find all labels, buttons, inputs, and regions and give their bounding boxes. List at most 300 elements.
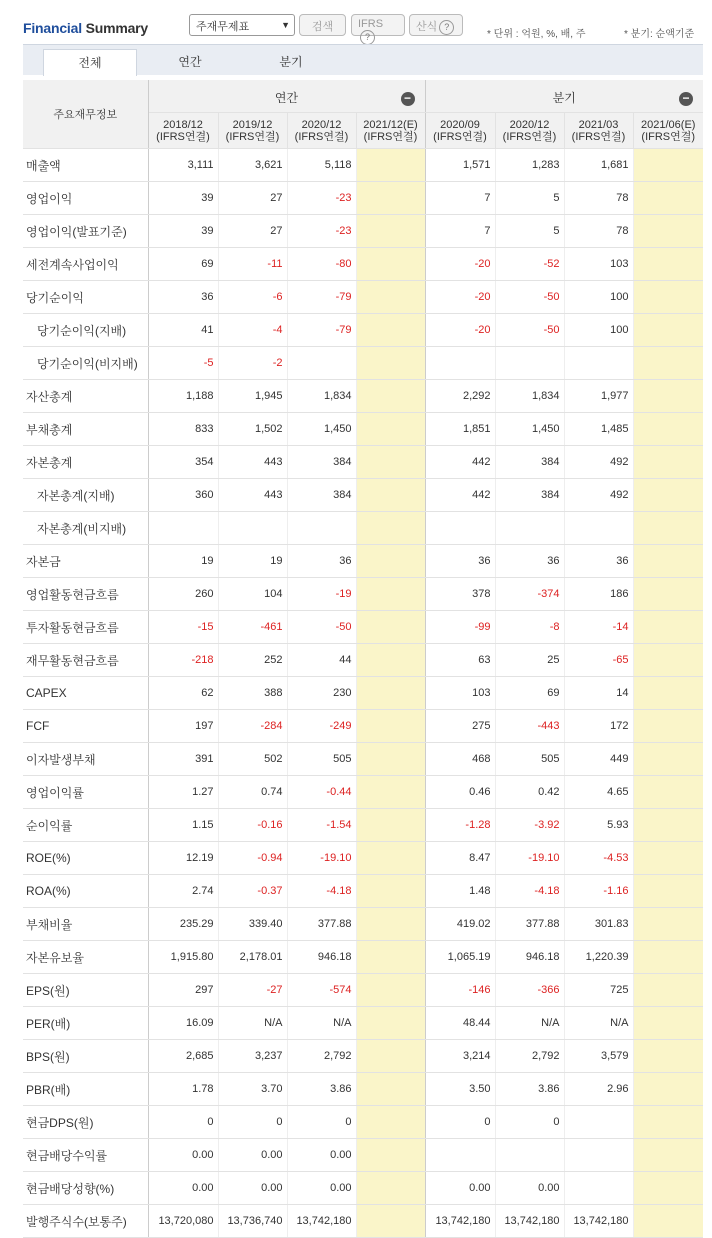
table-cell	[356, 644, 425, 677]
table-cell: 442	[425, 446, 495, 479]
table-cell: 0	[425, 1106, 495, 1139]
table-cell: 3.86	[287, 1073, 356, 1106]
table-cell: -366	[495, 974, 564, 1007]
table-cell	[633, 512, 703, 545]
table-cell	[633, 545, 703, 578]
table-cell: -0.94	[218, 842, 287, 875]
table-cell: 419.02	[425, 908, 495, 941]
table-cell: 378	[425, 578, 495, 611]
table-cell: 2.74	[148, 875, 218, 908]
table-cell: 0.00	[425, 1172, 495, 1205]
ifrs-help-button[interactable]: IFRS?	[351, 14, 405, 36]
table-cell: 13,742,180	[287, 1205, 356, 1238]
table-cell: 25	[495, 644, 564, 677]
table-row	[23, 611, 703, 644]
chevron-down-icon: ▼	[281, 20, 290, 30]
table-cell: -4.18	[287, 875, 356, 908]
table-cell	[633, 941, 703, 974]
row-label: 영업이익	[23, 182, 148, 215]
table-cell: -0.37	[218, 875, 287, 908]
table-cell: 2,178.01	[218, 941, 287, 974]
table-row	[23, 182, 703, 215]
table-cell: 1,502	[218, 413, 287, 446]
table-cell: 354	[148, 446, 218, 479]
table-cell: 833	[148, 413, 218, 446]
table-cell: 3,111	[148, 149, 218, 182]
table-cell	[564, 1139, 633, 1172]
table-cell: 1,834	[287, 380, 356, 413]
table-cell: -15	[148, 611, 218, 644]
table-cell: 1,065.19	[425, 941, 495, 974]
table-cell	[356, 479, 425, 512]
table-cell	[633, 743, 703, 776]
table-cell: 725	[564, 974, 633, 1007]
row-label: ROA(%)	[23, 875, 148, 908]
table-row	[23, 677, 703, 710]
table-cell: 48.44	[425, 1007, 495, 1040]
collapse-annual-button[interactable]: −	[401, 92, 415, 106]
row-label: 당기순이익(지배)	[23, 314, 148, 347]
table-cell: 7	[425, 182, 495, 215]
table-cell: 2,792	[495, 1040, 564, 1073]
table-cell	[356, 512, 425, 545]
search-button[interactable]: 검색	[299, 14, 346, 36]
table-cell: 443	[218, 446, 287, 479]
table-cell: 0.00	[218, 1139, 287, 1172]
row-label: 자산총계	[23, 380, 148, 413]
financial-summary-table	[23, 80, 703, 1238]
table-cell	[356, 281, 425, 314]
table-cell: -8	[495, 611, 564, 644]
table-cell	[356, 1205, 425, 1238]
table-cell	[356, 248, 425, 281]
row-label: 자본총계(비지배)	[23, 512, 148, 545]
table-cell	[633, 1205, 703, 1238]
table-cell: 3,237	[218, 1040, 287, 1073]
table-cell: -249	[287, 710, 356, 743]
table-cell: 0.42	[495, 776, 564, 809]
table-cell	[356, 1106, 425, 1139]
table-row	[23, 1205, 703, 1238]
table-cell	[564, 1106, 633, 1139]
table-row	[23, 644, 703, 677]
table-row	[23, 347, 703, 380]
table-cell: -20	[425, 314, 495, 347]
table-cell	[356, 446, 425, 479]
period-tabs	[23, 44, 703, 75]
table-cell: 252	[218, 644, 287, 677]
table-cell: -99	[425, 611, 495, 644]
table-cell: 946.18	[495, 941, 564, 974]
table-cell: 103	[564, 248, 633, 281]
table-cell: 1,945	[218, 380, 287, 413]
table-cell: 44	[287, 644, 356, 677]
table-cell: 275	[425, 710, 495, 743]
table-cell: 443	[218, 479, 287, 512]
table-cell	[564, 512, 633, 545]
table-cell	[356, 314, 425, 347]
table-cell	[564, 1172, 633, 1205]
table-cell: 3.86	[495, 1073, 564, 1106]
table-cell: 13,720,080	[148, 1205, 218, 1238]
table-cell: -0.44	[287, 776, 356, 809]
table-cell	[218, 512, 287, 545]
table-cell	[633, 809, 703, 842]
table-cell: 492	[564, 479, 633, 512]
table-cell: 1,283	[495, 149, 564, 182]
unit-note: * 단위 : 억원, %, 배, 주	[487, 29, 586, 40]
table-cell: 2,685	[148, 1040, 218, 1073]
table-cell: 442	[425, 479, 495, 512]
row-label: 자본총계	[23, 446, 148, 479]
table-row	[23, 710, 703, 743]
table-row	[23, 1106, 703, 1139]
table-cell: 260	[148, 578, 218, 611]
table-cell	[356, 413, 425, 446]
table-cell	[633, 1040, 703, 1073]
row-label: 순이익률	[23, 809, 148, 842]
table-cell: 1.27	[148, 776, 218, 809]
table-cell: 100	[564, 314, 633, 347]
table-row	[23, 248, 703, 281]
table-cell: -50	[495, 281, 564, 314]
top-toolbar	[0, 0, 712, 44]
row-label: 영업활동현금흐름	[23, 578, 148, 611]
table-row	[23, 446, 703, 479]
table-row	[23, 281, 703, 314]
table-cell	[356, 578, 425, 611]
table-cell: 360	[148, 479, 218, 512]
table-cell: 3.50	[425, 1073, 495, 1106]
table-cell: 1.15	[148, 809, 218, 842]
table-cell: 505	[287, 743, 356, 776]
table-cell: 36	[495, 545, 564, 578]
table-cell: -23	[287, 215, 356, 248]
table-cell: -443	[495, 710, 564, 743]
table-row	[23, 1040, 703, 1073]
table-cell	[356, 908, 425, 941]
table-cell: 3,621	[218, 149, 287, 182]
table-cell	[633, 1139, 703, 1172]
table-cell	[356, 974, 425, 1007]
table-cell: 339.40	[218, 908, 287, 941]
table-cell	[495, 1139, 564, 1172]
table-cell: 100	[564, 281, 633, 314]
row-label: 자본유보율	[23, 941, 148, 974]
table-cell: 377.88	[495, 908, 564, 941]
table-cell: -4.53	[564, 842, 633, 875]
table-row	[23, 149, 703, 182]
table-cell: 301.83	[564, 908, 633, 941]
row-label: 현금DPS(원)	[23, 1106, 148, 1139]
table-cell: -4.18	[495, 875, 564, 908]
table-cell: 39	[148, 215, 218, 248]
table-cell: 1,915.80	[148, 941, 218, 974]
table-row	[23, 1172, 703, 1205]
table-cell: -1.54	[287, 809, 356, 842]
table-cell: 449	[564, 743, 633, 776]
question-icon: ?	[360, 30, 375, 45]
table-cell	[633, 644, 703, 677]
table-cell	[356, 875, 425, 908]
table-cell: 0	[218, 1106, 287, 1139]
tab-all[interactable]: 전체	[43, 49, 137, 76]
table-body	[23, 149, 703, 1238]
table-cell	[633, 314, 703, 347]
period-header: 2018/12 (IFRS연결)	[148, 113, 218, 149]
table-cell: 13,742,180	[425, 1205, 495, 1238]
table-cell: -14	[564, 611, 633, 644]
table-cell: 297	[148, 974, 218, 1007]
table-cell: -3.92	[495, 809, 564, 842]
table-cell: 5	[495, 215, 564, 248]
table-cell	[495, 512, 564, 545]
table-cell: 197	[148, 710, 218, 743]
table-row	[23, 512, 703, 545]
table-cell: 0.00	[148, 1139, 218, 1172]
table-cell: 104	[218, 578, 287, 611]
quarter-group-header: 분기 −	[425, 80, 703, 113]
table-row	[23, 743, 703, 776]
table-cell: -20	[425, 248, 495, 281]
collapse-quarter-button[interactable]: −	[679, 92, 693, 106]
table-cell: 1.48	[425, 875, 495, 908]
table-row	[23, 545, 703, 578]
table-cell	[356, 380, 425, 413]
table-row	[23, 941, 703, 974]
table-cell	[356, 1139, 425, 1172]
table-cell	[633, 710, 703, 743]
table-cell: 1,681	[564, 149, 633, 182]
table-cell: N/A	[564, 1007, 633, 1040]
table-cell: 5,118	[287, 149, 356, 182]
table-cell: -574	[287, 974, 356, 1007]
period-header: 2020/09 (IFRS연결)	[425, 113, 495, 149]
table-cell: 36	[564, 545, 633, 578]
table-cell	[633, 446, 703, 479]
period-header: 2020/12 (IFRS연결)	[495, 113, 564, 149]
table-cell: 1,834	[495, 380, 564, 413]
table-cell: 0.74	[218, 776, 287, 809]
table-cell	[633, 413, 703, 446]
table-cell: 4.65	[564, 776, 633, 809]
table-cell: 16.09	[148, 1007, 218, 1040]
row-label: 매출액	[23, 149, 148, 182]
table-cell: 492	[564, 446, 633, 479]
statement-type-select[interactable]: 주재무제표 ▼	[189, 14, 295, 36]
table-cell	[633, 149, 703, 182]
table-cell: 5	[495, 182, 564, 215]
table-row	[23, 215, 703, 248]
table-cell: 3.70	[218, 1073, 287, 1106]
table-row	[23, 875, 703, 908]
table-cell	[356, 347, 425, 380]
table-cell: 2,292	[425, 380, 495, 413]
table-cell: 78	[564, 215, 633, 248]
table-cell: -23	[287, 182, 356, 215]
table-cell: 468	[425, 743, 495, 776]
table-cell: -27	[218, 974, 287, 1007]
table-cell	[356, 1172, 425, 1205]
table-cell: 230	[287, 677, 356, 710]
table-cell: -6	[218, 281, 287, 314]
table-cell: -284	[218, 710, 287, 743]
tab-annual[interactable]: 연간	[178, 55, 202, 69]
table-cell: -5	[148, 347, 218, 380]
table-cell: 1,977	[564, 380, 633, 413]
table-cell: 377.88	[287, 908, 356, 941]
table-cell: 62	[148, 677, 218, 710]
table-cell: N/A	[218, 1007, 287, 1040]
period-header: 2021/12(E) (IFRS연결)	[356, 113, 425, 149]
table-cell	[425, 512, 495, 545]
table-cell: 384	[287, 446, 356, 479]
table-row	[23, 809, 703, 842]
table-cell	[148, 512, 218, 545]
table-cell: 1,485	[564, 413, 633, 446]
table-row	[23, 578, 703, 611]
table-cell	[356, 611, 425, 644]
table-cell: 69	[148, 248, 218, 281]
table-cell	[633, 677, 703, 710]
table-cell: 0.00	[148, 1172, 218, 1205]
row-label: FCF	[23, 710, 148, 743]
table-cell: -461	[218, 611, 287, 644]
table-cell: 27	[218, 182, 287, 215]
table-cell: N/A	[495, 1007, 564, 1040]
table-cell	[633, 347, 703, 380]
quarter-basis-note: * 분기: 순액기준	[624, 29, 695, 40]
row-label: 세전계속사업이익	[23, 248, 148, 281]
table-cell: 8.47	[425, 842, 495, 875]
page-title: Financial Summary	[23, 20, 149, 36]
table-cell	[287, 347, 356, 380]
table-cell	[633, 281, 703, 314]
table-row	[23, 380, 703, 413]
table-cell	[356, 1073, 425, 1106]
corner-label: 주요재무정보	[23, 80, 148, 149]
table-cell: -1.16	[564, 875, 633, 908]
table-cell: 2,792	[287, 1040, 356, 1073]
question-icon: ?	[439, 20, 454, 35]
table-cell: 1,220.39	[564, 941, 633, 974]
table-cell	[633, 215, 703, 248]
table-cell: -50	[287, 611, 356, 644]
table-cell	[633, 578, 703, 611]
period-header: 2021/03 (IFRS연결)	[564, 113, 633, 149]
table-cell: 502	[218, 743, 287, 776]
table-cell	[633, 479, 703, 512]
table-cell	[633, 776, 703, 809]
table-row	[23, 1073, 703, 1106]
table-cell: 1,188	[148, 380, 218, 413]
table-row	[23, 842, 703, 875]
table-cell: 391	[148, 743, 218, 776]
table-cell: 14	[564, 677, 633, 710]
table-cell	[633, 1172, 703, 1205]
table-cell: 19	[218, 545, 287, 578]
tab-quarter[interactable]: 분기	[279, 55, 303, 69]
table-cell	[633, 842, 703, 875]
row-label: 당기순이익(비지배)	[23, 347, 148, 380]
row-label: 재무활동현금흐름	[23, 644, 148, 677]
row-label: PER(배)	[23, 1007, 148, 1040]
table-cell: 69	[495, 677, 564, 710]
table-cell: -218	[148, 644, 218, 677]
table-cell: -11	[218, 248, 287, 281]
table-cell	[356, 182, 425, 215]
table-cell: -80	[287, 248, 356, 281]
table-cell: 388	[218, 677, 287, 710]
table-cell: -146	[425, 974, 495, 1007]
table-cell: 1,450	[287, 413, 356, 446]
table-cell	[356, 1040, 425, 1073]
table-cell	[425, 1139, 495, 1172]
table-cell: 1.78	[148, 1073, 218, 1106]
row-label: EPS(원)	[23, 974, 148, 1007]
table-cell: 235.29	[148, 908, 218, 941]
table-row	[23, 1007, 703, 1040]
table-cell	[356, 545, 425, 578]
table-cell: 946.18	[287, 941, 356, 974]
table-cell: -374	[495, 578, 564, 611]
table-cell	[633, 611, 703, 644]
table-cell: 186	[564, 578, 633, 611]
table-cell	[633, 182, 703, 215]
table-cell: -19.10	[287, 842, 356, 875]
row-label: 당기순이익	[23, 281, 148, 314]
table-cell: 13,742,180	[495, 1205, 564, 1238]
table-cell: -79	[287, 281, 356, 314]
table-row	[23, 908, 703, 941]
table-cell: 505	[495, 743, 564, 776]
table-cell	[356, 776, 425, 809]
table-cell	[633, 974, 703, 1007]
table-row	[23, 1139, 703, 1172]
table-row	[23, 974, 703, 1007]
table-cell: 1,571	[425, 149, 495, 182]
formula-help-button[interactable]: 산식 ?	[409, 14, 463, 36]
table-row	[23, 776, 703, 809]
table-cell: 27	[218, 215, 287, 248]
table-cell: -19	[287, 578, 356, 611]
table-cell: -4	[218, 314, 287, 347]
table-cell: 3,579	[564, 1040, 633, 1073]
table-cell	[564, 347, 633, 380]
table-cell: 0.00	[287, 1172, 356, 1205]
table-cell: -2	[218, 347, 287, 380]
table-cell: 172	[564, 710, 633, 743]
table-cell: -19.10	[495, 842, 564, 875]
table-cell: 103	[425, 677, 495, 710]
table-cell	[633, 875, 703, 908]
table-row	[23, 413, 703, 446]
table-cell: 36	[148, 281, 218, 314]
annual-group-header: 연간 −	[148, 80, 425, 113]
table-cell: 63	[425, 644, 495, 677]
table-cell	[356, 941, 425, 974]
table-cell	[356, 149, 425, 182]
table-cell	[633, 1007, 703, 1040]
table-cell	[633, 380, 703, 413]
table-cell	[633, 1073, 703, 1106]
row-label: 부채비율	[23, 908, 148, 941]
table-cell	[356, 1007, 425, 1040]
table-row	[23, 314, 703, 347]
table-cell	[356, 215, 425, 248]
table-cell: 39	[148, 182, 218, 215]
table-cell	[633, 1106, 703, 1139]
